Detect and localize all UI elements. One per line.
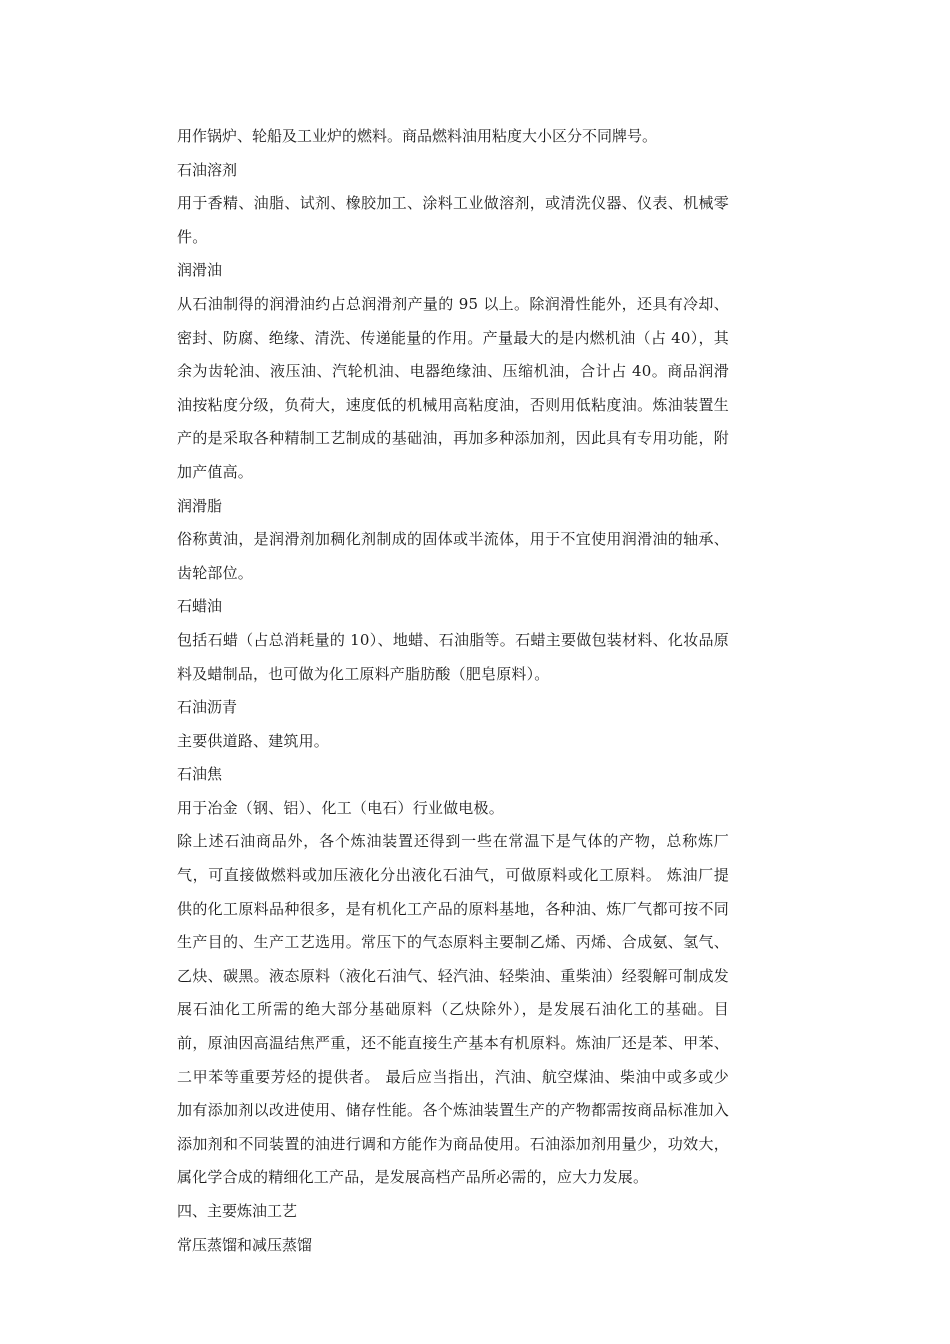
heading-lubricating-oil: 润滑油 [177,261,223,280]
paragraph-petroleum-asphalt: 主要供道路、建筑用。 [177,731,330,750]
heading-section-four: 四、主要炼油工艺 [177,1202,298,1220]
heading-petroleum-coke: 石油焦 [177,765,223,784]
paragraph-petroleum-solvent: 用于香精、油脂、试剂、橡胶加工、涂料工业做溶剂，或清洗仪器、仪表、机械零件。 [177,194,729,246]
paragraph-petroleum-coke: 用于冶金（钢、铝）、化工（电石）行业做电极。 [177,798,504,817]
paragraph-paraffin-oil: 包括石蜡（占总消耗量的 10）、地蜡、石油脂等。石蜡主要做包装材料、化妆品原料及蜡制品，也可做为化工原料产脂肪酸（肥皂原料）。 [177,630,729,683]
paragraph-lubricating-oil: 从石油制得的润滑油约占总润滑剂产量的 95 以上。除润滑性能外，还具有冷却、密封、防腐、绝缘、清洗、传递能量的作用。产量最大的是内燃机油（占 40），其余为齿轮油、液压油、汽轮机油、电器绝缘油、压缩机油，合计占 40。商品润滑油按粘度分级，负荷大，速度低的机械用高粘度油，否则用低粘度油。炼油装置生产的是采取各种精制工艺制成的基础油，再加多种添加剂，因此具有专用功能，附加产值高。 [177,294,729,481]
paragraph-refinery-gas-and-additives: 除上述石油商品外，各个炼油装置还得到一些在常温下是气体的产物，总称炼厂气，可直接做燃料或加压液化分出液化石油气，可做原料或化工原料。 炼油厂提供的化工原料品种很多，是有机化工产品的原料基地，各种油、炼厂气都可按不同生产目的、生产工艺选用。常压下的气态原料主要制乙烯、丙烯、合成氨、氢气、乙炔、碳黑。液态原料（液化石油气、轻汽油、轻柴油、重柴油）经裂解可制成发展石油化工所需的绝大部分基础原料（乙炔除外），是发展石油化工的基础。目前，原油因高温结焦严重，还不能直接生产基本有机原料。炼油厂还是苯、甲苯、二甲苯等重要芳烃的提供者。 最后应当指出，汽油、航空煤油、柴油中或多或少加有添加剂以改进使用、储存性能。各个炼油装置生产的产物都需按商品标准加入添加剂和不同装置的油进行调和方能作为商品使用。石油添加剂用量少，功效大，属化学合成的精细化工产品，是发展高档产品所必需的，应大力发展。 [177,832,729,1187]
heading-distillation: 常压蒸馏和减压蒸馏 [177,1235,313,1254]
heading-grease: 润滑脂 [177,496,223,515]
heading-petroleum-asphalt: 石油沥青 [177,698,238,717]
heading-petroleum-solvent: 石油溶剂 [177,160,238,179]
paragraph-fuel-oil-use: 用作锅炉、轮船及工业炉的燃料。商品燃料油用粘度大小区分不同牌号。 [177,127,658,145]
heading-paraffin-oil: 石蜡油 [177,597,223,616]
document-body [177,120,729,1262]
paragraph-grease: 俗称黄油，是润滑剂加稠化剂制成的固体或半流体，用于不宜使用润滑油的轴承、齿轮部位。 [177,530,729,582]
